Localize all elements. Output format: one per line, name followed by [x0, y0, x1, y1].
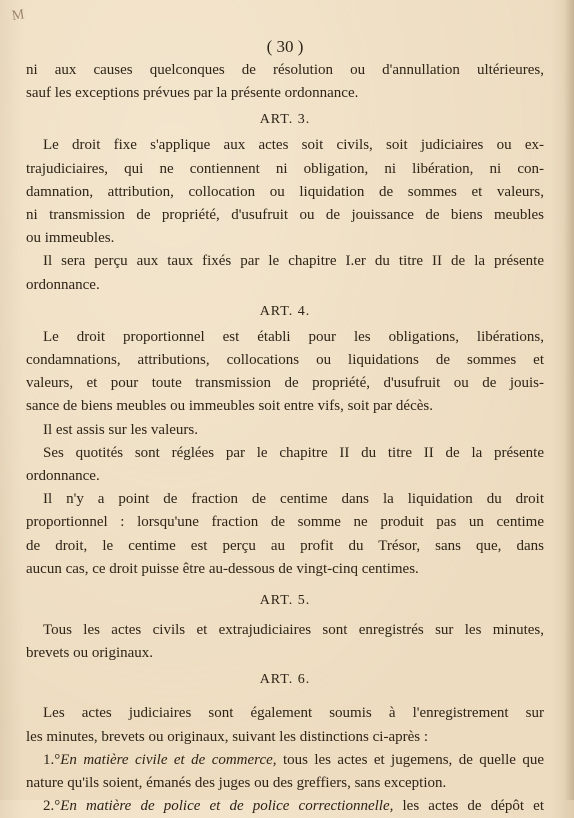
- text-line: ni aux causes quelconques de résolution ou d'annullation ultérieures,: [26, 62, 544, 78]
- italic-phrase: En matière de police et de police correctionnelle,: [60, 798, 394, 815]
- article-heading-5: ART. 5.: [259, 593, 311, 609]
- text-line: Le droit proportionnel est établi pour les obligations, libérations,: [43, 328, 544, 345]
- text-line: Tous les actes civils et extrajudiciaires sont enregistrés sur les minutes,: [43, 622, 544, 639]
- item-text: tous les actes et jugemens, de quelle que: [276, 751, 544, 768]
- list-item-2: [26, 795, 544, 818]
- page-edge-shadow: [564, 0, 574, 800]
- text-line: damnation, attribution, collocation ou liquidation de sommes et valeurs,: [26, 183, 544, 200]
- text-line: Le droit fixe s'applique aux actes soit civils, soit judiciaires ou ex-: [43, 137, 544, 154]
- text-line: brevets ou originaux.: [26, 645, 154, 662]
- text-line: ni transmission de propriété, d'usufruit ou de jouissance de biens meubles: [26, 207, 544, 224]
- article-heading-3: ART. 3.: [259, 112, 311, 128]
- text-line: de droit, le centime est perçu au profit du Trésor, sans que, dans: [26, 537, 544, 554]
- text-line: trajudiciaires, qui ne contiennent ni obligation, ni libération, ni con-: [26, 160, 544, 177]
- text-line: condamnations, attributions, collocations ou liquidations de sommes et: [26, 352, 544, 369]
- document-page: [26, 36, 544, 818]
- item-number: 2.°: [43, 798, 61, 815]
- text-line: les minutes, brevets ou originaux, suivant les distinctions ci-après :: [26, 728, 429, 745]
- item-text: les actes de dépôt et: [393, 798, 544, 815]
- page-number: ( 30 ): [266, 37, 304, 56]
- text-line: sauf les exceptions prévues par la présente ordonnance.: [26, 85, 359, 102]
- text-line: ordonnance.: [26, 276, 100, 293]
- text-line: Les actes judiciaires sont également soumis à l'enregistrement sur: [43, 705, 544, 722]
- text-line: Il n'y a point de fraction de centime dans la liquidation du droit: [43, 491, 544, 508]
- article-heading-6: ART. 6.: [259, 672, 311, 688]
- text-line: Ses quotités sont réglées par le chapitre II du titre II de la présente: [43, 444, 544, 461]
- text-line: sance de biens meubles ou immeubles soit entre vifs, soit par décès.: [26, 398, 433, 415]
- article-heading-4: ART. 4.: [259, 303, 311, 319]
- text-line: ordonnance.: [26, 468, 100, 485]
- spacer: [26, 694, 544, 702]
- item-number: 1.°: [43, 751, 61, 768]
- text-line: Il est assis sur les valeurs.: [43, 421, 198, 438]
- text-line: proportionnel : lorsqu'une fraction de somme ne produit pas un centime: [26, 514, 544, 531]
- margin-annotation: M: [10, 7, 26, 24]
- text-line: aucun cas, ce droit puisse être au-dessous de vingt-cinq centimes.: [26, 560, 419, 577]
- italic-phrase: En matière civile et de commerce,: [60, 751, 277, 768]
- text-line: ou immeubles.: [26, 230, 115, 247]
- text-line: valeurs, et pour toute transmission de propriété, d'usufruit ou de jouis-: [26, 375, 544, 392]
- text-line: nature qu'ils soient, émanés des juges ou des greffiers, sans exception.: [26, 775, 447, 792]
- list-item-1: [26, 749, 544, 772]
- text-line: Il sera perçu aux taux fixés par le chapitre I.er du titre II de la présente: [43, 253, 544, 270]
